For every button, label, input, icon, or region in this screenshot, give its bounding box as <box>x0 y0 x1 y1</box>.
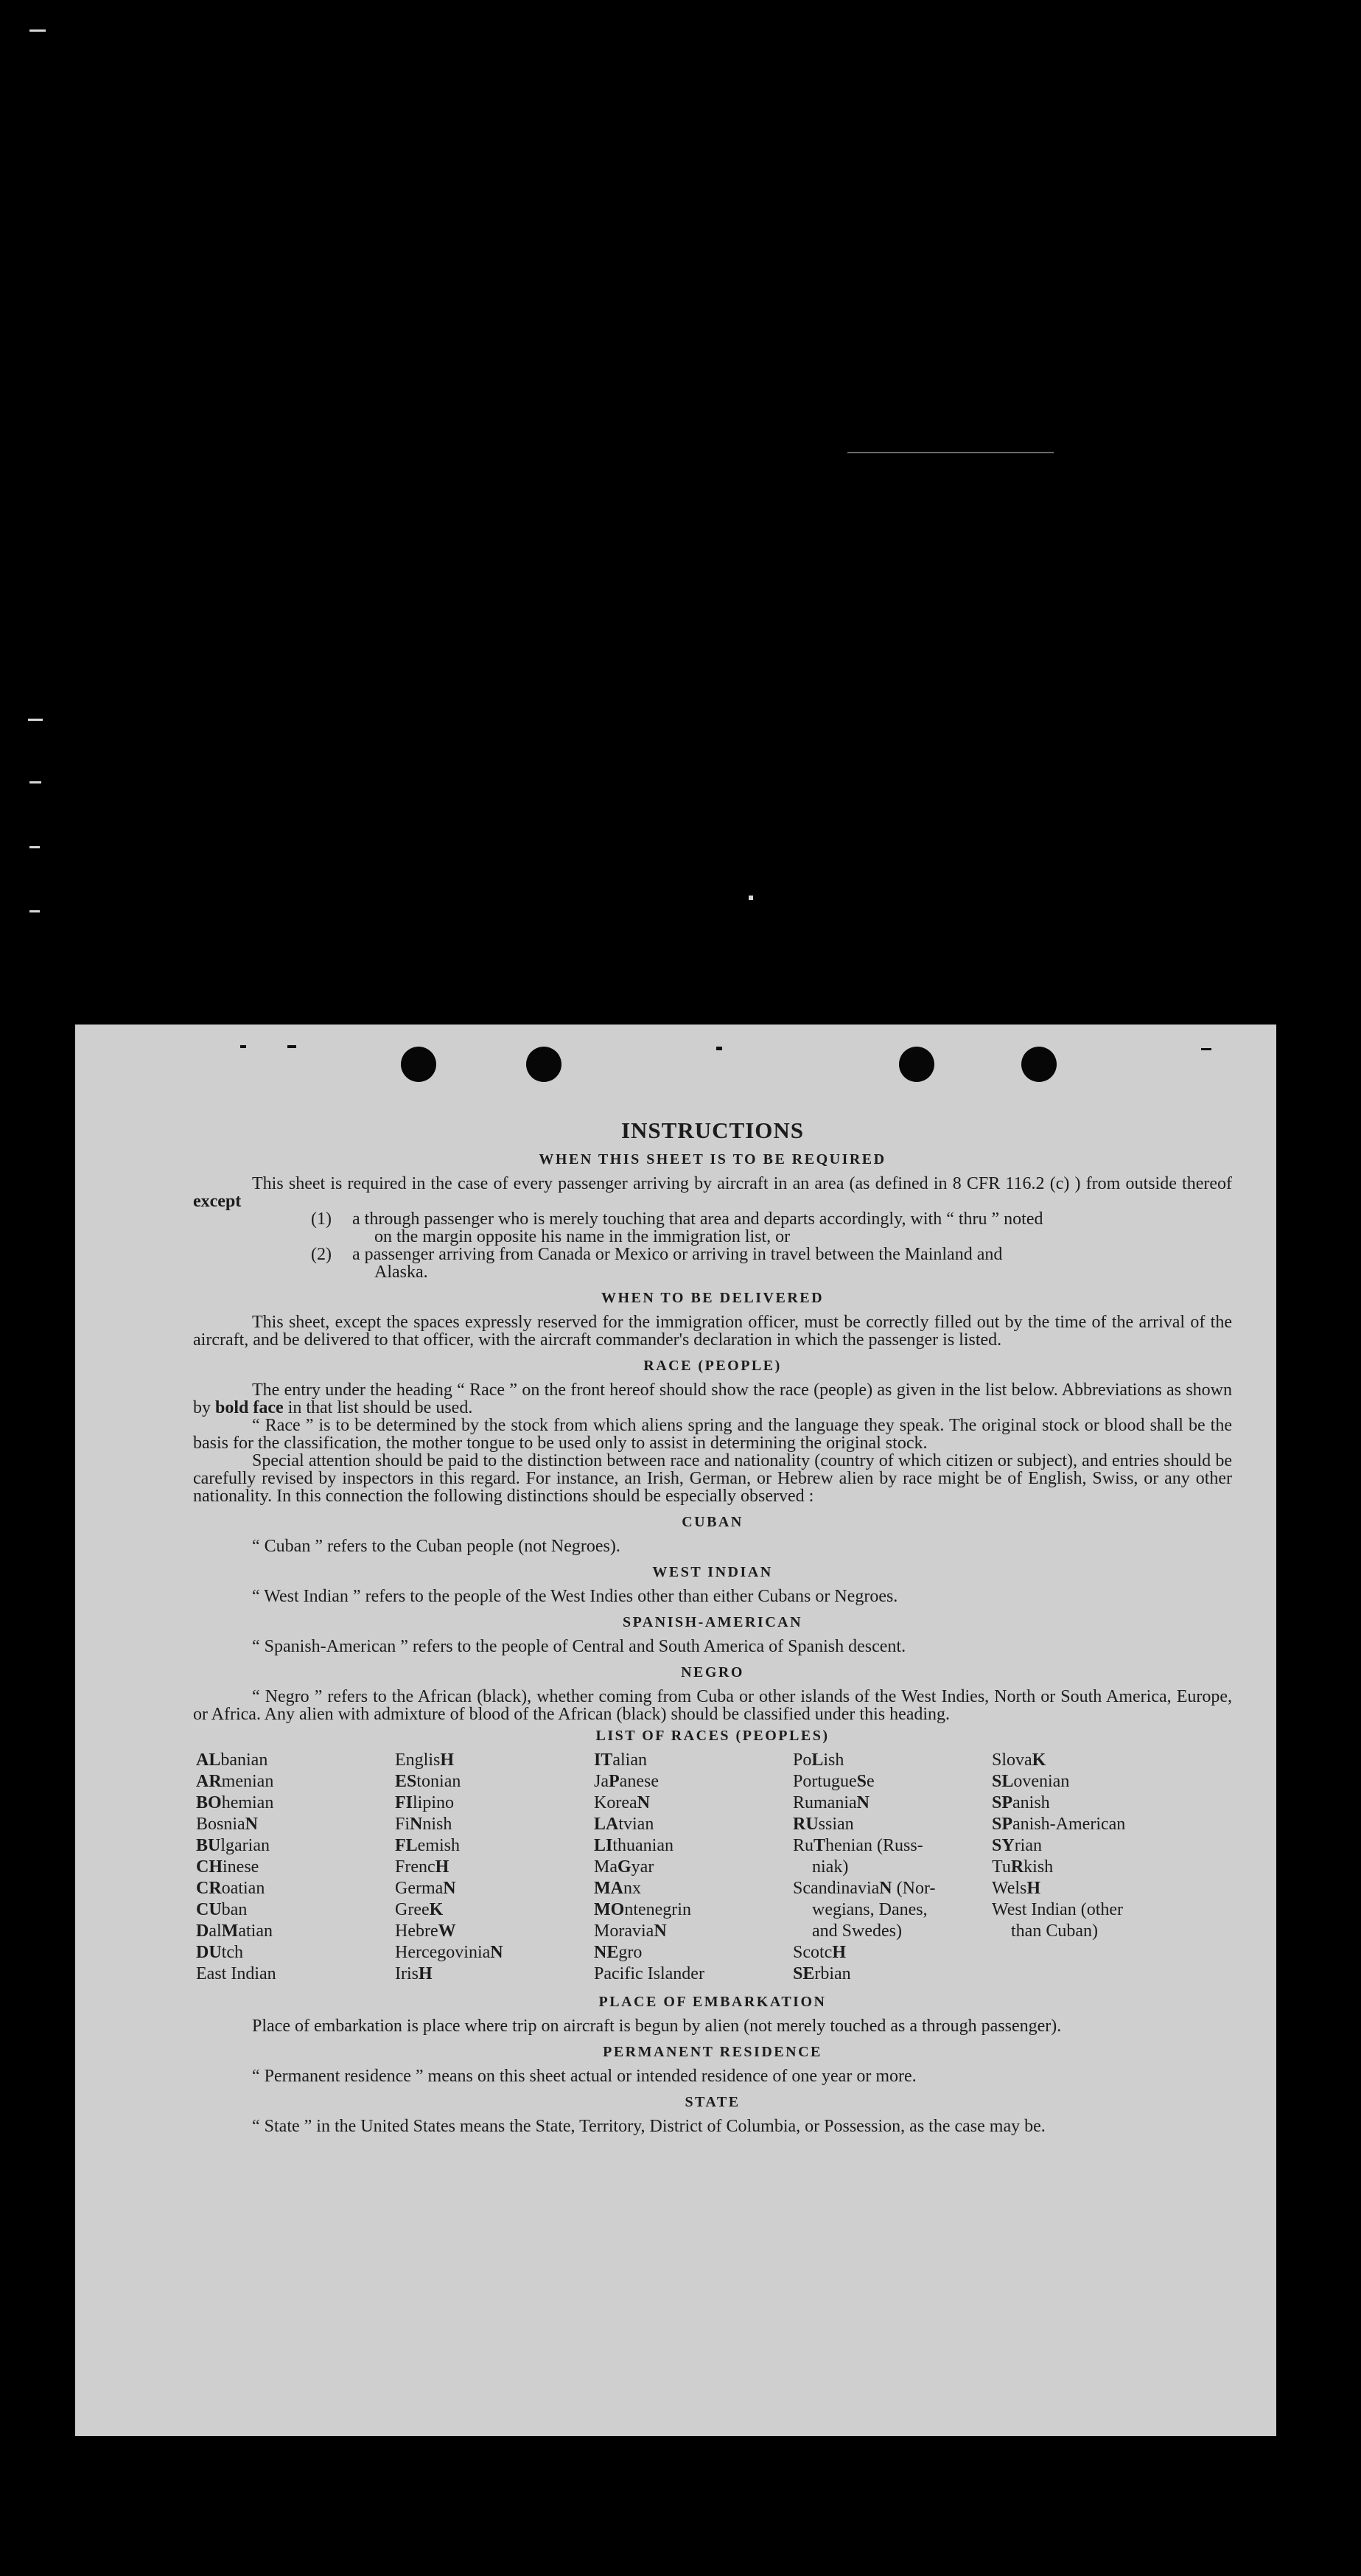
race-entry: CRoatian <box>196 1879 265 1898</box>
section-heading-required: WHEN THIS SHEET IS TO BE REQUIRED <box>539 1151 886 1167</box>
race-entry: GermaN <box>395 1879 456 1898</box>
race-entry: LIthuanian <box>594 1836 673 1855</box>
race-entry: FrencH <box>395 1857 449 1877</box>
race-entry: West Indian (other <box>992 1900 1124 1919</box>
race-entry: East Indian <box>196 1964 276 1983</box>
race-entry: wegians, Danes, <box>812 1900 928 1919</box>
race-paragraph-1: The entry under the heading “ Race ” on the front hereof should show the race (people) as given in the list below. Abbreviations as shown by bold face in that list should be used. <box>193 1381 1232 1417</box>
scan-speck <box>29 29 46 32</box>
race-entry: DalMatian <box>196 1921 273 1941</box>
race-entry: ScotcH <box>793 1943 846 1962</box>
races-column <box>395 1750 594 1985</box>
race-entry: KoreaN <box>594 1793 650 1812</box>
race-entry: SYrian <box>992 1836 1042 1855</box>
section-heading-cuban: CUBAN <box>682 1514 744 1530</box>
delivered-text: This sheet, except the spaces expressly reserved for the immigration officer, must be correctly filled out by the time of the arrival of the aircraft, and be delivered to that officer, with the aircraft commander's declaration in which the passenger is listed. <box>193 1313 1232 1350</box>
races-column <box>196 1750 395 1985</box>
race-entry: DUtch <box>196 1943 243 1962</box>
punch-hole <box>1021 1047 1057 1082</box>
required-intro: This sheet is required in the case of every passenger arriving by aircraft in an area (as defined in 8 CFR 116.2 (c) ) from outside thereof except <box>193 1174 1232 1211</box>
race-entry: FiNnish <box>395 1815 452 1834</box>
scan-mark <box>716 1047 722 1050</box>
race-entry: JaPanese <box>594 1772 659 1791</box>
race-entry: MoraviaN <box>594 1921 667 1941</box>
scan-mark <box>1201 1048 1211 1050</box>
race-paragraph-2: “ Race ” is to be determined by the stock from which aliens spring and the language they speak. The original stock or blood shall be the basis for the classification, the mother tongue to be used only to assist in determining the original stock. <box>193 1416 1232 1453</box>
race-entry: Pacific Islander <box>594 1964 704 1983</box>
race-paragraph-3: Special attention should be paid to the distinction between race and nationality (country of which citizen or subject), and entries should be carefully revised by inspectors in this regard. For instance, an Irish, German, or Hebrew alien by race might be of English, Swiss, or any other nationality. In this connection the following distinctions should be especially observed : <box>193 1451 1232 1506</box>
section-heading-embarkation: PLACE OF EMBARKATION <box>598 1994 827 2010</box>
west-indian-text: “ West Indian ” refers to the people of the West Indies other than either Cubans or Negroes. <box>252 1587 898 1606</box>
scan-mark <box>287 1045 296 1048</box>
race-entry: LAtvian <box>594 1815 654 1834</box>
race-entry: ScandinaviaN (Nor- <box>793 1879 936 1898</box>
races-column <box>992 1750 1191 1985</box>
document-sheet <box>75 1025 1276 2436</box>
race-entry: RuThenian (Russ- <box>793 1836 923 1855</box>
race-entry: RumaniaN <box>793 1793 870 1812</box>
punch-hole <box>401 1047 436 1082</box>
race-entry: RUssian <box>793 1815 854 1834</box>
scan-speck <box>29 846 40 848</box>
race-entry: SErbian <box>793 1964 851 1983</box>
cuban-text: “ Cuban ” refers to the Cuban people (not Negroes). <box>252 1537 620 1556</box>
scan-artifact-line <box>847 452 1054 453</box>
instructions-content <box>193 1119 1232 2135</box>
embarkation-text: Place of embarkation is place where trip on aircraft is begun by alien (not merely touched as a through passenger). <box>252 2017 1062 2036</box>
race-entry: HercegoviniaN <box>395 1943 503 1962</box>
race-entry: and Swedes) <box>812 1921 902 1941</box>
race-entry: SPanish-American <box>992 1815 1126 1834</box>
residence-text: “ Permanent residence ” means on this sheet actual or intended residence of one year or more. <box>252 2067 917 2086</box>
section-heading-state: STATE <box>685 2094 741 2110</box>
section-heading-spanish-american: SPANISH-AMERICAN <box>622 1614 803 1630</box>
spanish-american-text: “ Spanish-American ” refers to the people of Central and South America of Spanish descent. <box>252 1637 906 1656</box>
page-title: INSTRUCTIONS <box>620 1117 804 1143</box>
scan-mark <box>240 1045 246 1048</box>
race-entry: PortugueSe <box>793 1772 875 1791</box>
scan-speck <box>29 910 40 912</box>
race-entry: TuRkish <box>992 1857 1054 1877</box>
exception-item-2: (2) a passenger arriving from Canada or Mexico or arriving in travel between the Mainland and Alaska. <box>311 1245 1003 1282</box>
races-list <box>196 1750 1232 1985</box>
race-entry: ALbanian <box>196 1751 268 1770</box>
race-entry: HebreW <box>395 1921 456 1941</box>
race-entry: MOntenegrin <box>594 1900 691 1919</box>
section-heading-delivered: WHEN TO BE DELIVERED <box>601 1290 825 1306</box>
race-entry: EnglisH <box>395 1751 455 1770</box>
section-heading-west-indian: WEST INDIAN <box>652 1564 773 1580</box>
races-column <box>594 1750 793 1985</box>
race-entry: ARmenian <box>196 1772 274 1791</box>
race-entry: PoLish <box>793 1751 844 1770</box>
negro-text: “ Negro ” refers to the African (black), whether coming from Cuba or other islands of the West Indies, North or South America, Europe, or Africa. Any alien with admixture of blood of the African (black) should be classified under this heading. <box>193 1687 1232 1724</box>
race-entry: WelsH <box>992 1879 1041 1898</box>
exception-item-1: (1) a through passenger who is merely touching that area and departs accordingly, with “ thru ” noted on the margin opposite his name in the immigration list, or <box>311 1210 1043 1246</box>
scan-speck <box>28 719 43 721</box>
section-heading-negro: NEGRO <box>681 1664 744 1680</box>
race-entry: BUlgarian <box>196 1836 270 1855</box>
section-heading-race: RACE (PEOPLE) <box>643 1358 782 1374</box>
race-entry: SlovaK <box>992 1751 1046 1770</box>
races-column <box>793 1750 992 1985</box>
race-entry: BOhemian <box>196 1793 274 1812</box>
state-text: “ State ” in the United States means the State, Territory, District of Columbia, or Possession, as the case may be. <box>252 2117 1046 2136</box>
race-entry: SPanish <box>992 1793 1050 1812</box>
scan-speck <box>29 781 41 783</box>
race-entry: MaGyar <box>594 1857 654 1877</box>
race-entry: BosniaN <box>196 1815 259 1834</box>
section-heading-list-of-races: LIST OF RACES (PEOPLES) <box>595 1728 830 1744</box>
section-heading-residence: PERMANENT RESIDENCE <box>603 2044 822 2060</box>
punch-hole <box>526 1047 561 1082</box>
race-entry: FLemish <box>395 1836 460 1855</box>
race-entry: GreeK <box>395 1900 444 1919</box>
scan-speck <box>749 896 753 900</box>
race-entry: than Cuban) <box>1011 1921 1098 1941</box>
punch-hole <box>899 1047 934 1082</box>
race-entry: niak) <box>812 1857 849 1877</box>
race-entry: SLovenian <box>992 1772 1070 1791</box>
race-entry: EStonian <box>395 1772 461 1791</box>
race-entry: IrisH <box>395 1964 433 1983</box>
race-entry: ITalian <box>594 1751 647 1770</box>
race-entry: FIlipino <box>395 1793 455 1812</box>
race-entry: CHinese <box>196 1857 259 1877</box>
race-entry: MAnx <box>594 1879 641 1898</box>
race-entry: CUban <box>196 1900 248 1919</box>
race-entry: NEgro <box>594 1943 643 1962</box>
